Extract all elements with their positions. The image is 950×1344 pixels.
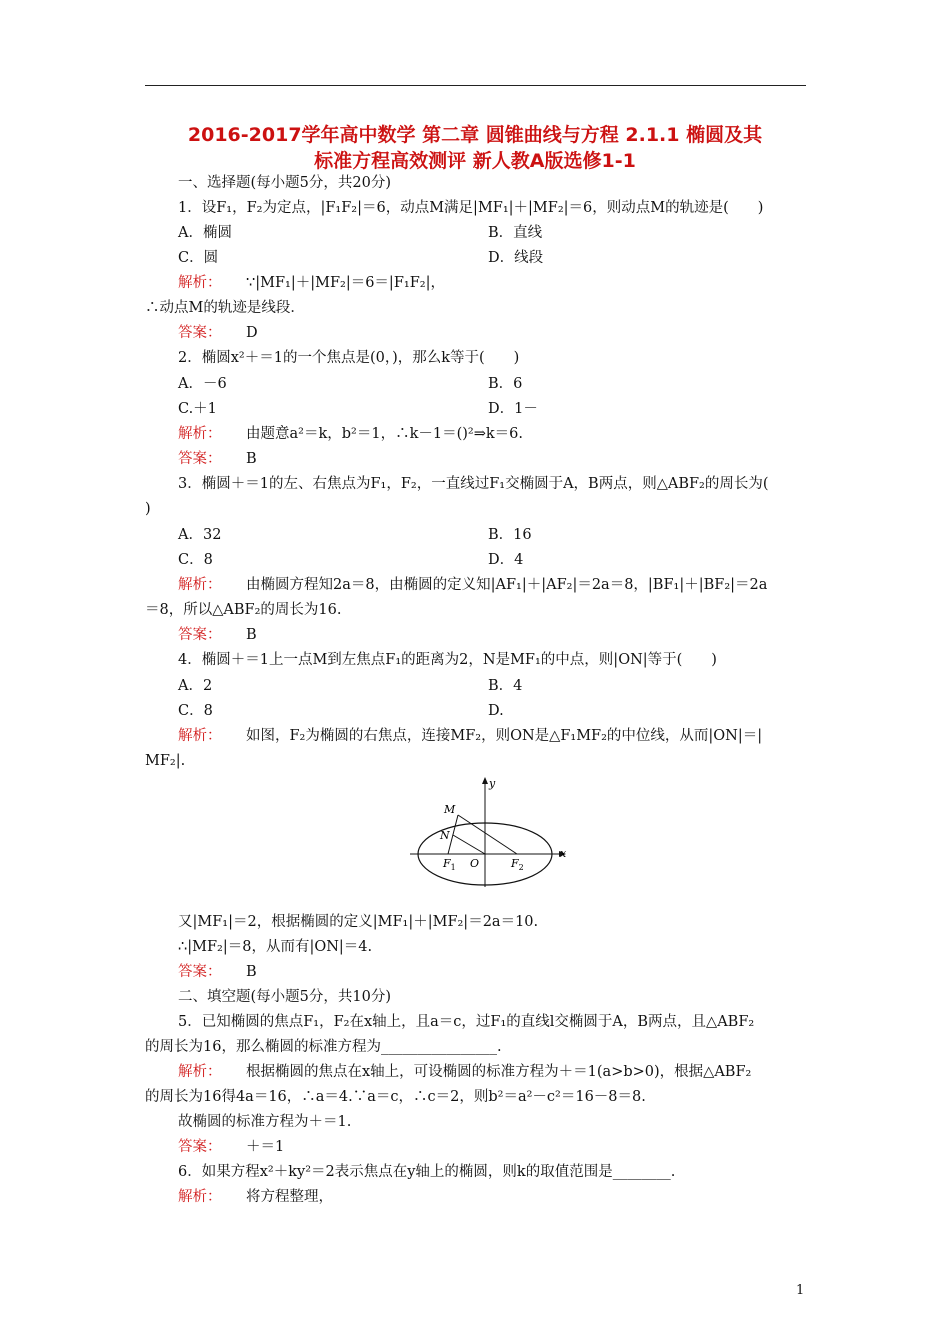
q1-answer: D [246,325,258,341]
q1-option-c: C．圆 [178,250,219,266]
q3-answer: B [246,627,257,643]
point-f1-label [442,857,456,872]
q3-option-b: B．16 [488,527,532,543]
q5-answer-label: 答案： [178,1139,222,1155]
q4-answer: B [246,964,257,980]
point-o-label: O [470,857,480,870]
q3-option-d: D．4 [488,552,524,568]
f2-letter: F [511,857,519,870]
q3-analysis-label: 解析： [178,577,222,593]
segment-m-f2 [458,815,517,854]
section-heading-choice: 一、选择题(每小题5分，共20分) [178,175,391,191]
q2-stem: 2．椭圆x²＋＝1的一个焦点是(0，)，那么k等于( ) [178,350,520,366]
q2-option-b: B．6 [488,376,523,392]
q6-analysis: 将方程整理， [246,1189,333,1205]
q3-answer-label: 答案： [178,627,222,643]
q4-stem: 4．椭圆＋＝1上一点M到左焦点F₁的距离为2，N是MF₁的中点，则|ON|等于( ) [178,652,717,668]
q5-stem-2: 的周长为16，那么椭圆的标准方程为________________. [145,1039,502,1055]
q3-analysis: 由椭圆方程知2a＝8，由椭圆的定义知|AF₁|＋|AF₂|＝2a＝8，|BF₁|＋|BF₂|＝2a [246,577,768,593]
f1-letter: F [443,857,451,870]
document-title-line2: 标准方程高效测评 新人教A版选修1-1 [314,150,636,172]
q4-answer-label: 答案： [178,964,222,980]
q1-answer-label: 答案： [178,325,222,341]
q2-answer-label: 答案： [178,451,222,467]
q2-option-a: A．－6 [178,376,227,392]
q1-option-b: B．直线 [488,225,543,241]
point-n-label: N [440,829,450,842]
point-f2-label [510,857,524,872]
q3-option-c: C．8 [178,552,213,568]
q4-analysis-3: 又|MF₁|＝2，根据椭圆的定义|MF₁|＋|MF₂|＝2a＝10. [178,914,539,930]
ellipse-diagram [410,775,575,890]
point-m-label: M [444,803,456,816]
q4-option-a: A．2 [178,678,213,694]
q6-stem: 6．如果方程x²＋ky²＝2表示焦点在y轴上的椭圆，则k的取值范围是________. [178,1164,676,1180]
header-rule [145,85,806,86]
x-axis-label: x [560,847,567,860]
q5-analysis-3: 故椭圆的标准方程为＋＝1. [178,1114,352,1130]
q5-answer: ＋＝1 [246,1139,285,1155]
q1-option-a: A．椭圆 [178,225,232,241]
q4-option-b: B．4 [488,678,523,694]
q4-analysis: 如图，F₂为椭圆的右焦点，连接MF₂，则ON是△F₁MF₂的中位线，从而|ON|＝| [246,728,763,744]
q2-option-c: C.＋1 [178,401,217,417]
q3-stem-2: ) [145,501,151,517]
q2-option-d: D．1－ [488,401,538,417]
q4-option-d: D. [488,703,504,719]
segment-n-o [453,835,485,854]
q4-analysis-2: MF₂|. [145,753,186,769]
q5-analysis-2: 的周长为16得4a＝16，∴a＝4.∵a＝c，∴c＝2，则b²＝a²－c²＝16－8＝8. [145,1089,646,1105]
q1-stem: 1．设F₁，F₂为定点，|F₁F₂|＝6，动点M满足|MF₁|＋|MF₂|＝6，则动点M的轨迹是( ) [178,200,764,216]
q1-analysis-label: 解析： [178,275,222,291]
q6-analysis-label: 解析： [178,1189,222,1205]
q1-analysis: ∵|MF₁|＋|MF₂|＝6＝|F₁F₂|， [246,275,445,291]
q1-analysis-2: ∴动点M的轨迹是线段． [145,300,305,316]
q2-answer: B [246,451,257,467]
q4-analysis-label: 解析： [178,728,222,744]
q3-analysis-2: ＝8，所以△ABF₂的周长为16. [145,602,342,618]
q3-option-a: A．32 [178,527,222,543]
document-title-line1: 2016-2017学年高中数学 第二章 圆锥曲线与方程 2.1.1 椭圆及其 [187,124,763,146]
q4-option-c: C．8 [178,703,213,719]
q1-option-d: D．线段 [488,250,544,266]
f2-subscript: 2 [518,863,524,872]
q3-stem: 3．椭圆＋＝1的左、右焦点为F₁，F₂，一直线过F₁交椭圆于A，B两点，则△ABF₂的周长为( [178,476,769,492]
f1-subscript: 1 [450,863,456,872]
y-axis-arrow-icon [482,777,488,784]
section-heading-fill: 二、填空题(每小题5分，共10分) [178,989,391,1005]
q2-analysis: 由题意a²＝k，b²＝1，∴k－1＝()²⇒k＝6. [246,426,523,442]
y-axis-label: y [489,777,496,790]
page-number: 1 [796,1283,805,1298]
q5-stem: 5．已知椭圆的焦点F₁，F₂在x轴上，且a＝c，过F₁的直线l交椭圆于A，B两点，且△ABF₂ [178,1014,755,1030]
q5-analysis-label: 解析： [178,1064,222,1080]
q5-analysis: 根据椭圆的焦点在x轴上，可设椭圆的标准方程为＋＝1(a>b>0)，根据△ABF₂ [246,1064,752,1080]
q2-analysis-label: 解析： [178,426,222,442]
q4-analysis-4: ∴|MF₂|＝8，从而有|ON|＝4. [178,939,373,955]
